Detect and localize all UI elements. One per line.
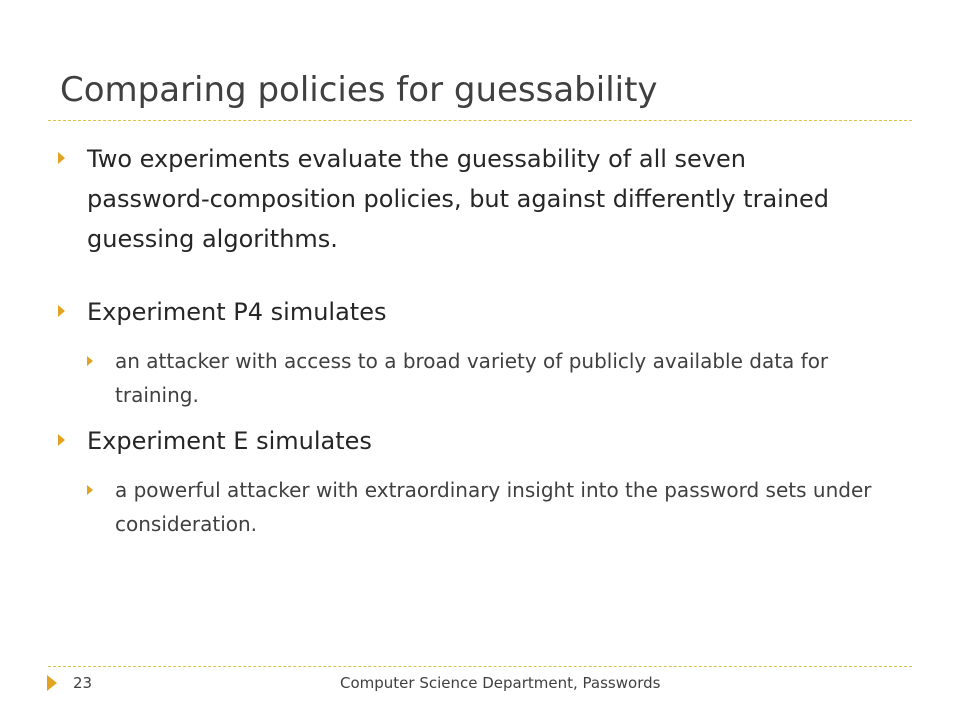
footer-divider xyxy=(48,666,912,667)
bullet-item xyxy=(58,139,868,259)
triangle-right-icon xyxy=(87,356,93,366)
title-divider xyxy=(48,120,912,121)
sub-bullet-item xyxy=(87,344,877,412)
bullet-item xyxy=(58,292,868,332)
sub-bullet-item xyxy=(87,473,877,541)
triangle-right-icon xyxy=(58,152,65,164)
footer-text: Computer Science Department, Passwords xyxy=(340,674,661,692)
sub-bullet-text: an attacker with access to a broad variety of publicly available data for training. xyxy=(115,349,829,407)
page-number: 23 xyxy=(73,674,93,692)
sub-bullet-text: a powerful attacker with extraordinary insight into the password sets under consideration. xyxy=(115,478,872,536)
triangle-right-icon xyxy=(58,305,65,317)
slide-title: Comparing policies for guessability xyxy=(60,70,658,110)
bullet-text: Experiment E simulates xyxy=(87,427,372,455)
footer-triangle-icon xyxy=(47,675,57,691)
bullet-item xyxy=(58,421,868,461)
bullet-text: Two experiments evaluate the guessability of all seven password-composition policies, but against differently trained guessing algorithms. xyxy=(87,145,830,253)
triangle-right-icon xyxy=(58,434,65,446)
triangle-right-icon xyxy=(87,485,93,495)
bullet-text: Experiment P4 simulates xyxy=(87,298,387,326)
